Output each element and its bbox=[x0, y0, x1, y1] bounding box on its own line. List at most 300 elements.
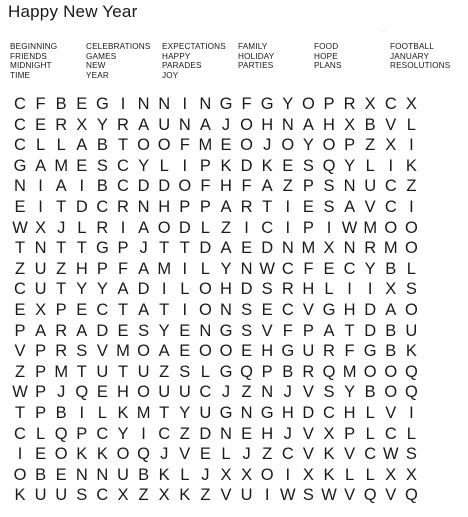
grid-letter: V bbox=[220, 486, 232, 505]
grid-letter: D bbox=[158, 177, 171, 196]
grid-letter: L bbox=[345, 465, 355, 484]
grid-letter: R bbox=[117, 198, 129, 216]
grid-letter: L bbox=[200, 362, 210, 381]
grid-letter: G bbox=[219, 95, 233, 113]
grid-letter: X bbox=[385, 465, 397, 484]
grid-letter: L bbox=[200, 218, 210, 237]
grid-letter: G bbox=[260, 404, 274, 422]
word-bank-item: FAMILY bbox=[238, 42, 268, 51]
word-bank-item: MIDNIGHT bbox=[10, 61, 52, 71]
grid-letter: A bbox=[76, 321, 88, 340]
grid-letter: U bbox=[178, 383, 191, 402]
grid-letter: E bbox=[261, 301, 273, 319]
grid-letter: H bbox=[281, 404, 294, 422]
grid-letter: C bbox=[117, 177, 129, 196]
grid-letter: C bbox=[384, 177, 397, 196]
grid-letter: U bbox=[158, 383, 171, 402]
word-bank-item: HOPE bbox=[314, 51, 338, 61]
grid-letter: A bbox=[76, 136, 88, 155]
grid-letter: I bbox=[17, 445, 23, 464]
grid-letter: U bbox=[55, 486, 68, 505]
grid-letter: F bbox=[35, 95, 46, 113]
grid-letter: S bbox=[241, 321, 253, 340]
grid-letter: Y bbox=[158, 321, 170, 340]
grid-letter: P bbox=[96, 259, 108, 278]
grid-letter: H bbox=[75, 259, 88, 278]
grid-letter: N bbox=[96, 465, 109, 484]
grid-letter: L bbox=[159, 156, 169, 175]
grid-letter: C bbox=[199, 383, 212, 402]
grid-letter: Y bbox=[344, 156, 356, 175]
grid-letter: D bbox=[96, 321, 109, 340]
grid-letter: K bbox=[179, 486, 191, 505]
grid-letter: V bbox=[302, 301, 314, 319]
grid-letter: E bbox=[35, 115, 47, 134]
grid-letter: A bbox=[220, 198, 232, 216]
grid-letter: O bbox=[157, 218, 171, 237]
grid-letter: V bbox=[302, 445, 314, 464]
grid-letter: P bbox=[35, 383, 47, 402]
grid-letter: T bbox=[14, 239, 26, 258]
grid-letter: U bbox=[96, 362, 109, 381]
word-bank-item: GAMES bbox=[86, 51, 117, 61]
grid-letter: K bbox=[96, 445, 108, 464]
grid-letter: U bbox=[405, 321, 418, 340]
grid-letter: Y bbox=[117, 424, 129, 443]
grid-letter: S bbox=[302, 156, 314, 175]
grid-letter: E bbox=[76, 156, 88, 175]
grid-letter: A bbox=[117, 280, 129, 299]
grid-letter: P bbox=[76, 424, 88, 443]
grid-letter: D bbox=[364, 301, 377, 319]
grid-letter: V bbox=[344, 486, 356, 505]
grid-letter: R bbox=[343, 95, 356, 113]
grid-letter: Q bbox=[404, 486, 418, 505]
grid-letter: B bbox=[385, 259, 397, 278]
grid-letter: I bbox=[409, 198, 414, 216]
grid-letter: W bbox=[341, 218, 358, 237]
grid-letter: E bbox=[76, 95, 88, 113]
grid-letter: E bbox=[14, 301, 26, 319]
grid-letter: H bbox=[261, 342, 274, 361]
grid-letter: H bbox=[261, 424, 274, 443]
grid-letter: I bbox=[120, 218, 126, 237]
word-bank-item: TIME bbox=[10, 70, 31, 80]
grid-letter: L bbox=[77, 218, 87, 237]
grid-letter: O bbox=[404, 301, 418, 319]
grid-letter: N bbox=[343, 239, 356, 258]
word-bank-item: PARTIES bbox=[238, 61, 274, 71]
grid-letter: X bbox=[385, 280, 397, 299]
grid-letter: B bbox=[96, 136, 108, 155]
grid-letter: X bbox=[241, 465, 253, 484]
grid-letter: C bbox=[281, 445, 294, 464]
grid-letter: O bbox=[384, 218, 398, 237]
grid-letter: S bbox=[323, 177, 335, 196]
grid-letter: K bbox=[261, 156, 273, 175]
grid-letter: A bbox=[261, 177, 273, 196]
grid-letter: X bbox=[364, 95, 376, 113]
word-bank-item: JOY bbox=[162, 70, 179, 80]
grid-letter: I bbox=[182, 259, 188, 278]
grid-letter: B bbox=[138, 465, 150, 484]
grid-letter: E bbox=[55, 465, 67, 484]
grid-letter: A bbox=[35, 321, 47, 340]
grid-letter: H bbox=[323, 115, 335, 134]
grid-letter: R bbox=[55, 342, 68, 361]
grid-letter: Z bbox=[138, 486, 149, 505]
grid-letter: E bbox=[302, 198, 314, 216]
grid-letter: G bbox=[95, 239, 109, 258]
grid-letter: B bbox=[35, 465, 47, 484]
grid-letter: E bbox=[76, 301, 88, 319]
grid-letter: O bbox=[363, 362, 377, 381]
grid-letter: N bbox=[343, 177, 356, 196]
grid-letter: L bbox=[365, 424, 375, 443]
grid-letter: U bbox=[302, 342, 315, 361]
grid-letter: S bbox=[323, 198, 335, 216]
grid-letter: O bbox=[322, 136, 336, 155]
grid-letter: E bbox=[14, 198, 26, 216]
grid-letter: F bbox=[303, 259, 314, 278]
grid-letter: T bbox=[56, 198, 67, 216]
grid-letter: I bbox=[264, 486, 270, 505]
grid-letter: D bbox=[137, 177, 150, 196]
grid-letter: Q bbox=[322, 362, 336, 381]
grid-letter: R bbox=[302, 362, 315, 381]
word-bank-item: PARADES bbox=[162, 61, 202, 71]
grid-letter: O bbox=[116, 445, 130, 464]
grid-letter: E bbox=[179, 342, 191, 361]
grid-letter: E bbox=[35, 445, 47, 464]
grid-letter: I bbox=[388, 156, 394, 175]
grid-letter: B bbox=[55, 404, 67, 422]
grid-letter: J bbox=[221, 383, 231, 402]
grid-letter: I bbox=[182, 95, 188, 113]
grid-letter: O bbox=[198, 342, 212, 361]
grid-letter: S bbox=[405, 280, 417, 299]
grid-letter: P bbox=[35, 342, 47, 361]
grid-letter: C bbox=[384, 424, 397, 443]
grid-letter: H bbox=[117, 383, 129, 402]
grid-letter: V bbox=[96, 342, 108, 361]
grid-letter: I bbox=[38, 198, 43, 216]
grid-letter: Y bbox=[344, 383, 356, 402]
word-bank-item: RESOLUTIONS bbox=[390, 61, 451, 71]
word-bank-item: FOOD bbox=[314, 42, 339, 51]
grid-letter: W bbox=[259, 259, 275, 278]
grid-letter: O bbox=[384, 383, 398, 402]
word-bank-item: JANUARY bbox=[390, 51, 430, 61]
grid-letter: T bbox=[159, 239, 170, 258]
grid-letter: K bbox=[220, 156, 232, 175]
word-bank-item: FRIENDS bbox=[10, 51, 47, 61]
grid-letter: H bbox=[343, 404, 356, 422]
grid-letter: O bbox=[54, 445, 68, 464]
grid-letter: N bbox=[158, 95, 171, 113]
grid-letter: L bbox=[365, 156, 375, 175]
word-bank-item: FOOTBALL bbox=[390, 42, 434, 51]
grid-letter: C bbox=[14, 136, 26, 155]
grid-letter: P bbox=[344, 136, 356, 155]
grid-letter: X bbox=[385, 136, 397, 155]
grid-letter: J bbox=[221, 115, 231, 134]
grid-letter: O bbox=[219, 342, 233, 361]
grid-letter: M bbox=[54, 156, 69, 175]
grid-letter: I bbox=[161, 280, 167, 299]
grid-letter: U bbox=[240, 486, 253, 505]
grid-letter: R bbox=[55, 115, 68, 134]
grid-letter: L bbox=[180, 465, 190, 484]
grid-letter: K bbox=[117, 404, 129, 422]
grid-letter: K bbox=[405, 156, 417, 175]
grid-letter: Z bbox=[14, 259, 26, 278]
grid-letter: T bbox=[159, 301, 170, 319]
grid-letter: W bbox=[383, 445, 399, 464]
grid-letter: L bbox=[324, 280, 334, 299]
grid-letter: F bbox=[117, 259, 129, 278]
word-bank-item: CELEBRATIONS bbox=[86, 42, 151, 51]
grid-letter: V bbox=[385, 404, 397, 422]
grid-letter: C bbox=[96, 424, 109, 443]
grid-letter: R bbox=[323, 342, 335, 361]
grid-letter: A bbox=[199, 115, 211, 134]
grid-letter: P bbox=[117, 239, 129, 258]
grid-letter: M bbox=[116, 342, 130, 361]
grid-letter: L bbox=[36, 424, 46, 443]
word-bank-item: EXPECTATIONS bbox=[162, 42, 226, 51]
grid-letter: L bbox=[406, 259, 416, 278]
grid-letter: A bbox=[220, 239, 232, 258]
grid-letter: D bbox=[302, 404, 315, 422]
grid-letter: A bbox=[138, 301, 150, 319]
grid-letter: M bbox=[342, 362, 357, 381]
grid-letter: X bbox=[117, 486, 129, 505]
grid-letter: O bbox=[137, 136, 151, 155]
grid-letter: X bbox=[220, 465, 232, 484]
grid-letter: J bbox=[160, 445, 169, 464]
grid-letter: H bbox=[220, 280, 232, 299]
grid-letter: O bbox=[281, 136, 295, 155]
grid-letter: O bbox=[260, 465, 274, 484]
grid-letter: F bbox=[344, 342, 355, 361]
grid-letter: A bbox=[323, 321, 335, 340]
grid-letter: J bbox=[283, 424, 292, 443]
grid-letter: K bbox=[323, 465, 335, 484]
grid-letter: P bbox=[179, 198, 191, 216]
grid-letter: N bbox=[199, 321, 212, 340]
grid-letter: S bbox=[76, 486, 88, 505]
word-bank-item: YEAR bbox=[86, 70, 109, 80]
grid-letter: Z bbox=[220, 218, 232, 237]
grid-letter: Q bbox=[137, 445, 151, 464]
grid-letter: L bbox=[56, 136, 66, 155]
grid-letter: R bbox=[281, 280, 294, 299]
grid-letter: B bbox=[282, 362, 294, 381]
grid-letter: J bbox=[242, 445, 251, 464]
grid-letter: A bbox=[35, 156, 47, 175]
grid-letter: R bbox=[240, 198, 253, 216]
grid-letter: Z bbox=[241, 383, 252, 402]
grid-letter: L bbox=[180, 280, 190, 299]
grid-letter: I bbox=[347, 280, 352, 299]
grid-letter: C bbox=[364, 445, 377, 464]
grid-letter: I bbox=[182, 156, 188, 175]
grid-letter: O bbox=[404, 239, 418, 258]
grid-letter: L bbox=[406, 424, 416, 443]
grid-letter: T bbox=[262, 198, 273, 216]
grid-letter: C bbox=[384, 198, 397, 216]
grid-letter: T bbox=[179, 239, 190, 258]
grid-letter: E bbox=[96, 383, 108, 402]
grid-letter: W bbox=[321, 486, 337, 505]
grid-letter: C bbox=[14, 115, 26, 134]
grid-letter: O bbox=[137, 342, 151, 361]
grid-letter: L bbox=[406, 115, 416, 134]
grid-letter: M bbox=[157, 259, 172, 278]
grid-letter: N bbox=[240, 404, 253, 422]
grid-letter: J bbox=[139, 239, 148, 258]
grid-letter: E bbox=[241, 239, 253, 258]
grid-letter: I bbox=[285, 465, 291, 484]
grid-letter: P bbox=[302, 218, 314, 237]
grid-letter: E bbox=[323, 259, 335, 278]
grid-letter: I bbox=[285, 198, 291, 216]
grid-letter: Y bbox=[76, 280, 88, 299]
grid-letter: S bbox=[261, 280, 273, 299]
grid-letter: G bbox=[219, 321, 233, 340]
grid-letter: C bbox=[281, 301, 294, 319]
grid-letter: N bbox=[240, 259, 253, 278]
grid-letter: E bbox=[199, 445, 211, 464]
grid-letter: Y bbox=[364, 259, 376, 278]
grid-letter: S bbox=[138, 321, 150, 340]
grid-letter: Y bbox=[96, 115, 108, 134]
grid-letter: V bbox=[179, 445, 191, 464]
grid-letter: F bbox=[241, 95, 252, 113]
grid-letter: K bbox=[14, 486, 26, 505]
grid-letter: Q bbox=[54, 424, 68, 443]
grid-letter: V bbox=[14, 342, 26, 361]
grid-letter: U bbox=[137, 362, 150, 381]
grid-letter: G bbox=[363, 342, 377, 361]
grid-letter: P bbox=[344, 424, 356, 443]
grid-letter: G bbox=[281, 342, 295, 361]
grid-letter: B bbox=[385, 342, 397, 361]
grid-letter: J bbox=[283, 383, 292, 402]
grid-letter: S bbox=[179, 362, 191, 381]
grid-letter: J bbox=[263, 136, 272, 155]
grid-letter: P bbox=[55, 301, 67, 319]
grid-letter: I bbox=[367, 280, 373, 299]
grid-letter: V bbox=[302, 383, 314, 402]
grid-letter: S bbox=[96, 156, 108, 175]
grid-letter: Y bbox=[220, 259, 232, 278]
grid-letter: O bbox=[301, 95, 315, 113]
grid-letter: I bbox=[38, 177, 43, 196]
grid-letter: B bbox=[96, 177, 108, 196]
grid-letter: P bbox=[14, 321, 26, 340]
grid-letter: H bbox=[158, 198, 171, 216]
grid-letter: N bbox=[220, 301, 232, 319]
grid-letter: H bbox=[261, 115, 274, 134]
grid-letter: X bbox=[344, 115, 356, 134]
grid-letter: V bbox=[344, 445, 356, 464]
grid-letter: X bbox=[405, 465, 417, 484]
grid-letter: E bbox=[179, 321, 191, 340]
grid-letter: D bbox=[75, 198, 88, 216]
grid-letter: O bbox=[198, 301, 212, 319]
grid-letter: J bbox=[57, 383, 66, 402]
grid-letter: I bbox=[409, 404, 414, 422]
grid-letter: N bbox=[199, 95, 212, 113]
grid-letter: O bbox=[157, 136, 171, 155]
grid-letter: X bbox=[76, 115, 88, 134]
word-bank-item: HOLIDAY bbox=[238, 51, 275, 61]
grid-letter: D bbox=[364, 321, 377, 340]
grid-letter: S bbox=[241, 301, 253, 319]
grid-letter: B bbox=[55, 95, 67, 113]
grid-letter: Z bbox=[159, 362, 170, 381]
word-bank-item bbox=[314, 71, 390, 81]
grid-letter: G bbox=[219, 362, 233, 381]
grid-letter: Z bbox=[200, 486, 211, 505]
grid-letter: X bbox=[323, 424, 335, 443]
grid-letter: F bbox=[241, 177, 252, 196]
grid-letter: U bbox=[158, 115, 171, 134]
grid-letter: K bbox=[405, 342, 417, 361]
grid-letter: Y bbox=[179, 404, 191, 422]
grid-letter: M bbox=[198, 136, 213, 155]
grid-letter: T bbox=[117, 362, 129, 381]
grid-letter: L bbox=[200, 259, 210, 278]
grid-letter: S bbox=[302, 486, 314, 505]
grid-letter: P bbox=[199, 156, 211, 175]
grid-letter: I bbox=[141, 424, 146, 443]
grid-letter: H bbox=[220, 177, 232, 196]
grid-letter: D bbox=[240, 156, 253, 175]
grid-letter: P bbox=[199, 198, 211, 216]
grid-letter: P bbox=[302, 321, 314, 340]
grid-letter: F bbox=[200, 177, 211, 196]
grid-letter: K bbox=[323, 445, 335, 464]
grid-letter: I bbox=[79, 404, 85, 422]
grid-letter: Y bbox=[282, 95, 294, 113]
grid-letter: J bbox=[57, 218, 66, 237]
grid-letter: N bbox=[75, 465, 88, 484]
grid-letter: Q bbox=[363, 486, 377, 505]
grid-letter: N bbox=[220, 424, 232, 443]
grid-letter: O bbox=[198, 280, 212, 299]
grid-letter: L bbox=[365, 404, 375, 422]
grid-letter: C bbox=[281, 259, 294, 278]
grid-letter: Q bbox=[75, 383, 89, 402]
word-bank-item: PLANS bbox=[314, 61, 342, 71]
grid-letter: S bbox=[323, 383, 335, 402]
grid-letter: A bbox=[158, 342, 170, 361]
grid-letter: Q bbox=[240, 362, 254, 381]
grid-letter: X bbox=[35, 301, 47, 319]
grid-letter: O bbox=[384, 362, 398, 381]
grid-letter: Z bbox=[56, 259, 67, 278]
grid-letter: N bbox=[261, 383, 274, 402]
grid-letter: Z bbox=[262, 445, 273, 464]
grid-letter: S bbox=[405, 445, 417, 464]
grid-letter: E bbox=[241, 342, 253, 361]
grid-letter: L bbox=[221, 445, 231, 464]
grid-letter: X bbox=[405, 95, 417, 113]
grid-letter: G bbox=[260, 95, 274, 113]
